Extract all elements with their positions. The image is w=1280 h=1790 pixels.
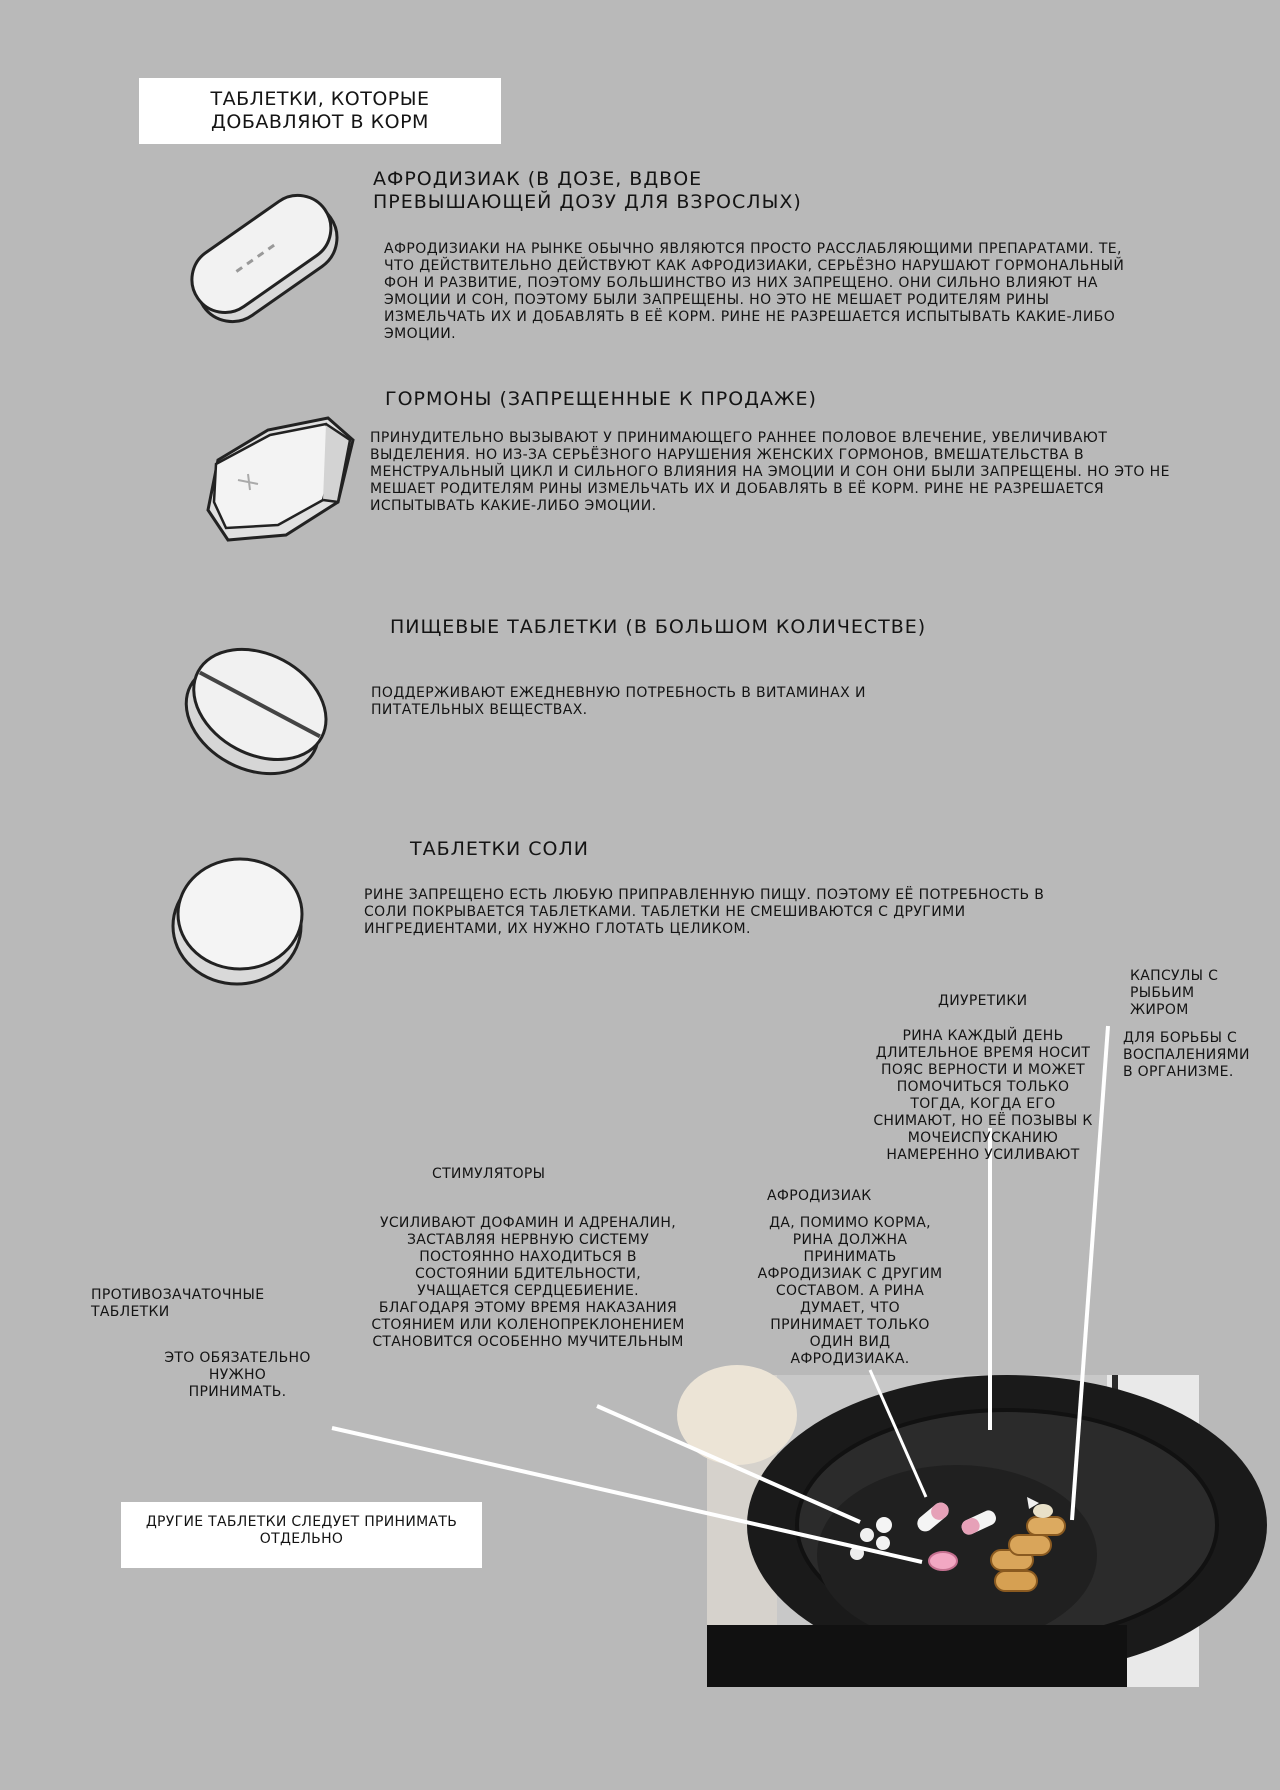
pill-4-heading: ТАБЛЕТКИ СОЛИ (410, 838, 589, 860)
diuretics-title: ДИУРЕТИКИ (938, 993, 1028, 1009)
capsules-title: КАПСУЛЫ С РЫБЬИМ ЖИРОМ (1130, 968, 1219, 1018)
diuretics-text: РИНА КАЖДЫЙ ДЕНЬ ДЛИТЕЛЬНОЕ ВРЕМЯ НОСИТ ПОЯС ВЕРНОСТИ И МОЖЕТ ПОМОЧИТЬСЯ ТОЛЬКО ТОГДА, КОГДА ЕГО СНИМАЮТ, НО ЕЁ ПОЗЫВЫ К МОЧЕИСПУСКАНИЮ НАМЕРЕННО УСИЛИВАЮТ (873, 1028, 1093, 1163)
pill-4-text: РИНЕ ЗАПРЕЩЕНО ЕСТЬ ЛЮБУЮ ПРИПРАВЛЕННУЮ ПИЩУ. ПОЭТОМУ ЕЁ ПОТРЕБНОСТЬ В СОЛИ ПОКРЫВАЕТСЯ ТАБЛЕТКАМИ. ТАБЛЕТКИ НЕ СМЕШИВАЮТСЯ С ДРУГИМИ ИНГРЕДИЕНТАМИ, ИХ НУЖНО ГЛОТАТЬ ЦЕЛИКОМ. (364, 887, 1045, 937)
contraceptive-title: ПРОТИВОЗАЧАТОЧНЫЕ ТАБЛЕТКИ (91, 1287, 265, 1320)
capsules-text: ДЛЯ БОРЬБЫ С ВОСПАЛЕНИЯМИ В ОРГАНИЗМЕ. (1123, 1030, 1250, 1080)
stimulants-text: УСИЛИВАЮТ ДОФАМИН И АДРЕНАЛИН, ЗАСТАВЛЯЯ НЕРВНУЮ СИСТЕМУ ПОСТОЯННО НАХОДИТЬСЯ В СОСТОЯНИИ БДИТЕЛЬНОСТИ, УЧАЩАЕТСЯ СЕРДЦЕБИЕНИЕ. БЛАГОДАРЯ ЭТОМУ ВРЕМЯ НАКАЗАНИЯ СТОЯНИЕМ ИЛИ КОЛЕНОПРЕКЛОНЕНИЕМ СТАНОВИТСЯ ОСОБЕННО МУЧИТЕЛЬНЫМ (371, 1215, 685, 1350)
title-line-1: ТАБЛЕТКИ, КОТОРЫЕ (210, 88, 430, 110)
pill-2-text: ПРИНУДИТЕЛЬНО ВЫЗЫВАЮТ У ПРИНИМАЮЩЕГО РАННЕЕ ПОЛОВОЕ ВЛЕЧЕНИЕ, УВЕЛИЧИВАЮТ ВЫДЕЛЕНИЯ. НО ИЗ-ЗА СЕРЬЁЗНОГО НАРУШЕНИЯ ЖЕНСКИХ ГОРМОНОВ, ВМЕШАТЕЛЬСТВА В МЕНСТРУАЛЬНЫЙ ЦИКЛ И СИЛЬНОГО ВЛИЯНИЯ НА ЭМОЦИИ И СОН ОНИ БЫЛИ ЗАПРЕЩЕНЫ. НО ЭТО НЕ МЕШАЕТ РОДИТЕЛЯМ РИНЫ ИЗМЕЛЬЧАТЬ ИХ И ДОБАВЛЯТЬ В ЕЁ КОРМ. РИНЕ НЕ РАЗРЕШАЕТСЯ ИСПЫТЫВАТЬ КАКИЕ-ЛИБО ЭМОЦИИ. (370, 430, 1170, 514)
pill-3-text: ПОДДЕРЖИВАЮТ ЕЖЕДНЕВНУЮ ПОТРЕБНОСТЬ В ВИТАМИНАХ И ПИТАТЕЛЬНЫХ ВЕЩЕСТВАХ. (371, 685, 866, 718)
stimulants-title: СТИМУЛЯТОРЫ (432, 1166, 546, 1182)
pill-1-text: АФРОДИЗИАКИ НА РЫНКЕ ОБЫЧНО ЯВЛЯЮТСЯ ПРОСТО РАССЛАБЛЯЮЩИМИ ПРЕПАРАТАМИ. ТЕ, ЧТО ДЕЙСТВИТЕЛЬНО ДЕЙСТВУЮТ КАК АФРОДИЗИАКИ, СЕРЬЁЗНО НАРУШАЮТ ГОРМОНАЛЬНЫЙ ФОН И РАЗВИТИЕ, ПОЭТОМУ БОЛЬШИНСТВО ИЗ НИХ ЗАПРЕЩЕНО. ОНИ СИЛЬНО ВЛИЯЮТ НА ЭМОЦИИ И СОН, ПОЭТОМУ БЫЛИ ЗАПРЕЩЕНЫ. НО ЭТО НЕ МЕШАЕТ РОДИТЕЛЯМ РИНЫ ИЗМЕЛЬЧАТЬ ИХ И ДОБАВЛЯТЬ В ЕЁ КОРМ. РИНЕ НЕ РАЗРЕШАЕТСЯ ИСПЫТЫВАТЬ КАКИЕ-ЛИБО ЭМОЦИИ. (384, 241, 1125, 342)
pill-3-heading: ПИЩЕВЫЕ ТАБЛЕТКИ (В БОЛЬШОМ КОЛИЧЕСТВЕ) (390, 616, 927, 638)
other-pills-box: ДРУГИЕ ТАБЛЕТКИ СЛЕДУЕТ ПРИНИМАТЬ ОТДЕЛЬНО (121, 1502, 482, 1568)
contraceptive-text: ЭТО ОБЯЗАТЕЛЬНО НУЖНО ПРИНИМАТЬ. (164, 1350, 311, 1400)
title-line-2: ДОБАВЛЯЮТ В КОРМ (211, 111, 429, 133)
pill-1-heading: АФРОДИЗИАК (В ДОЗЕ, ВДВОЕ ПРЕВЫШАЮЩЕЙ ДОЗУ ДЛЯ ВЗРОСЛЫХ) (373, 168, 802, 213)
pill-2-heading: ГОРМОНЫ (ЗАПРЕЩЕННЫЕ К ПРОДАЖЕ) (385, 388, 817, 410)
aphrodisiac-title: АФРОДИЗИАК (767, 1188, 872, 1204)
aphrodisiac-text: ДА, ПОМИМО КОРМА, РИНА ДОЛЖНА ПРИНИМАТЬ АФРОДИЗИАК С ДРУГИМ СОСТАВОМ. А РИНА ДУМАЕТ, ЧТО ПРИНИМАЕТ ТОЛЬКО ОДИН ВИД АФРОДИЗИАКА. (757, 1215, 943, 1367)
